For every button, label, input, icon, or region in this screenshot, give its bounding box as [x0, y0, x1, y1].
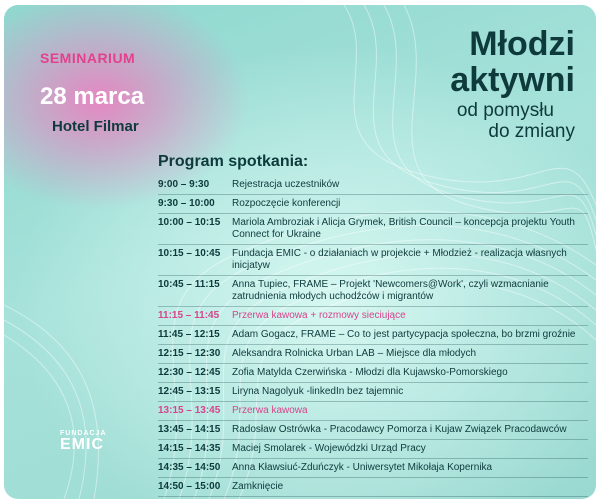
event-date: 28 marca [40, 83, 145, 110]
schedule-list [158, 176, 588, 497]
schedule-row [158, 214, 588, 245]
schedule-row [158, 276, 588, 307]
schedule-row [158, 383, 588, 402]
schedule-time: 10:00 – 10:15 [158, 217, 221, 228]
schedule-row [158, 245, 588, 276]
schedule-time: 11:45 – 12:15 [158, 329, 220, 340]
logo-line-2: EMIC [60, 436, 104, 453]
schedule-row [158, 364, 588, 383]
schedule-row [158, 459, 588, 478]
schedule-description: Fundacja EMIC - o działaniach w projekcie + Młodzież - realizacja własnych inicjatyw [232, 248, 567, 271]
schedule-row [158, 478, 588, 497]
schedule-description: Liryna Nagolyuk -linkedIn bez tajemnic [232, 386, 404, 397]
schedule-row [158, 195, 588, 214]
schedule-time: 13:45 – 14:15 [158, 424, 221, 435]
schedule-description: Zofia Matylda Czerwińska - Młodzi dla Kujawsko-Pomorskiego [232, 367, 508, 378]
schedule-time: 9:00 – 9:30 [158, 179, 210, 190]
schedule-time: 13:15 – 13:45 [158, 405, 221, 416]
event-label: SEMINARIUM [40, 50, 136, 66]
title-line-4: do zmiany [488, 121, 575, 142]
schedule-time: 12:15 – 12:30 [158, 348, 221, 359]
schedule-description: Anna Tupiec, FRAME – Projekt 'Newcomers@Work', czyli wzmacnianie zatrudnienia młodych uchodźców i migrantów [232, 279, 549, 302]
schedule-description: Aleksandra Rolnicka Urban LAB – Miejsce dla młodych [232, 348, 477, 359]
title-line-1: Młodzi [469, 25, 575, 63]
program-heading: Program spotkania: [158, 153, 309, 170]
schedule-description: Przerwa kawowa + rozmowy sieciujące [232, 310, 406, 321]
schedule-row [158, 421, 588, 440]
title-line-3: od pomysłu [456, 100, 554, 121]
schedule-time: 14:15 – 14:35 [158, 443, 221, 454]
schedule-row [158, 326, 588, 345]
event-poster [4, 5, 596, 499]
schedule-description: Radosław Ostrówka - Pracodawcy Pomorza i Kujaw Związek Pracodawców [232, 424, 567, 435]
schedule-row-break [158, 402, 588, 421]
schedule-description: Anna Kławsiuć-Zduńczyk - Uniwersytet Mikołaja Kopernika [232, 462, 493, 473]
logo-line-1: FUNDACJA [60, 430, 107, 437]
schedule-row [158, 345, 588, 364]
event-venue: Hotel Filmar [52, 118, 139, 135]
schedule-description: Rejestracja uczestników [232, 179, 340, 190]
schedule-time: 12:45 – 13:15 [158, 386, 221, 397]
schedule-description: Rozpoczęcie konferencji [232, 198, 341, 209]
schedule-row [158, 176, 588, 195]
schedule-description: Maciej Smolarek - Wojewódzki Urząd Pracy [232, 443, 426, 454]
schedule-time: 9:30 – 10:00 [158, 198, 215, 209]
schedule-time: 14:35 – 14:50 [158, 462, 221, 473]
schedule-time: 11:15 – 11:45 [158, 310, 220, 321]
schedule-description: Zamknięcie [232, 481, 284, 492]
schedule-description: Mariola Ambroziak i Alicja Grymek, British Council – koncepcja projektu Youth Connect for Ukraine [232, 217, 575, 240]
schedule-time: 10:15 – 10:45 [158, 248, 221, 259]
schedule-description: Przerwa kawowa [232, 405, 308, 416]
schedule-time: 12:30 – 12:45 [158, 367, 221, 378]
schedule-row [158, 440, 588, 459]
schedule-row-break [158, 307, 588, 326]
schedule-time: 14:50 – 15:00 [158, 481, 221, 492]
emic-foundation-logo [60, 430, 107, 454]
schedule-time: 10:45 – 11:15 [158, 279, 220, 290]
schedule-description: Adam Gogacz, FRAME – Co to jest partycypacja społeczna, bo brzmi groźnie [232, 329, 576, 340]
title-line-2: aktywni [450, 61, 575, 99]
